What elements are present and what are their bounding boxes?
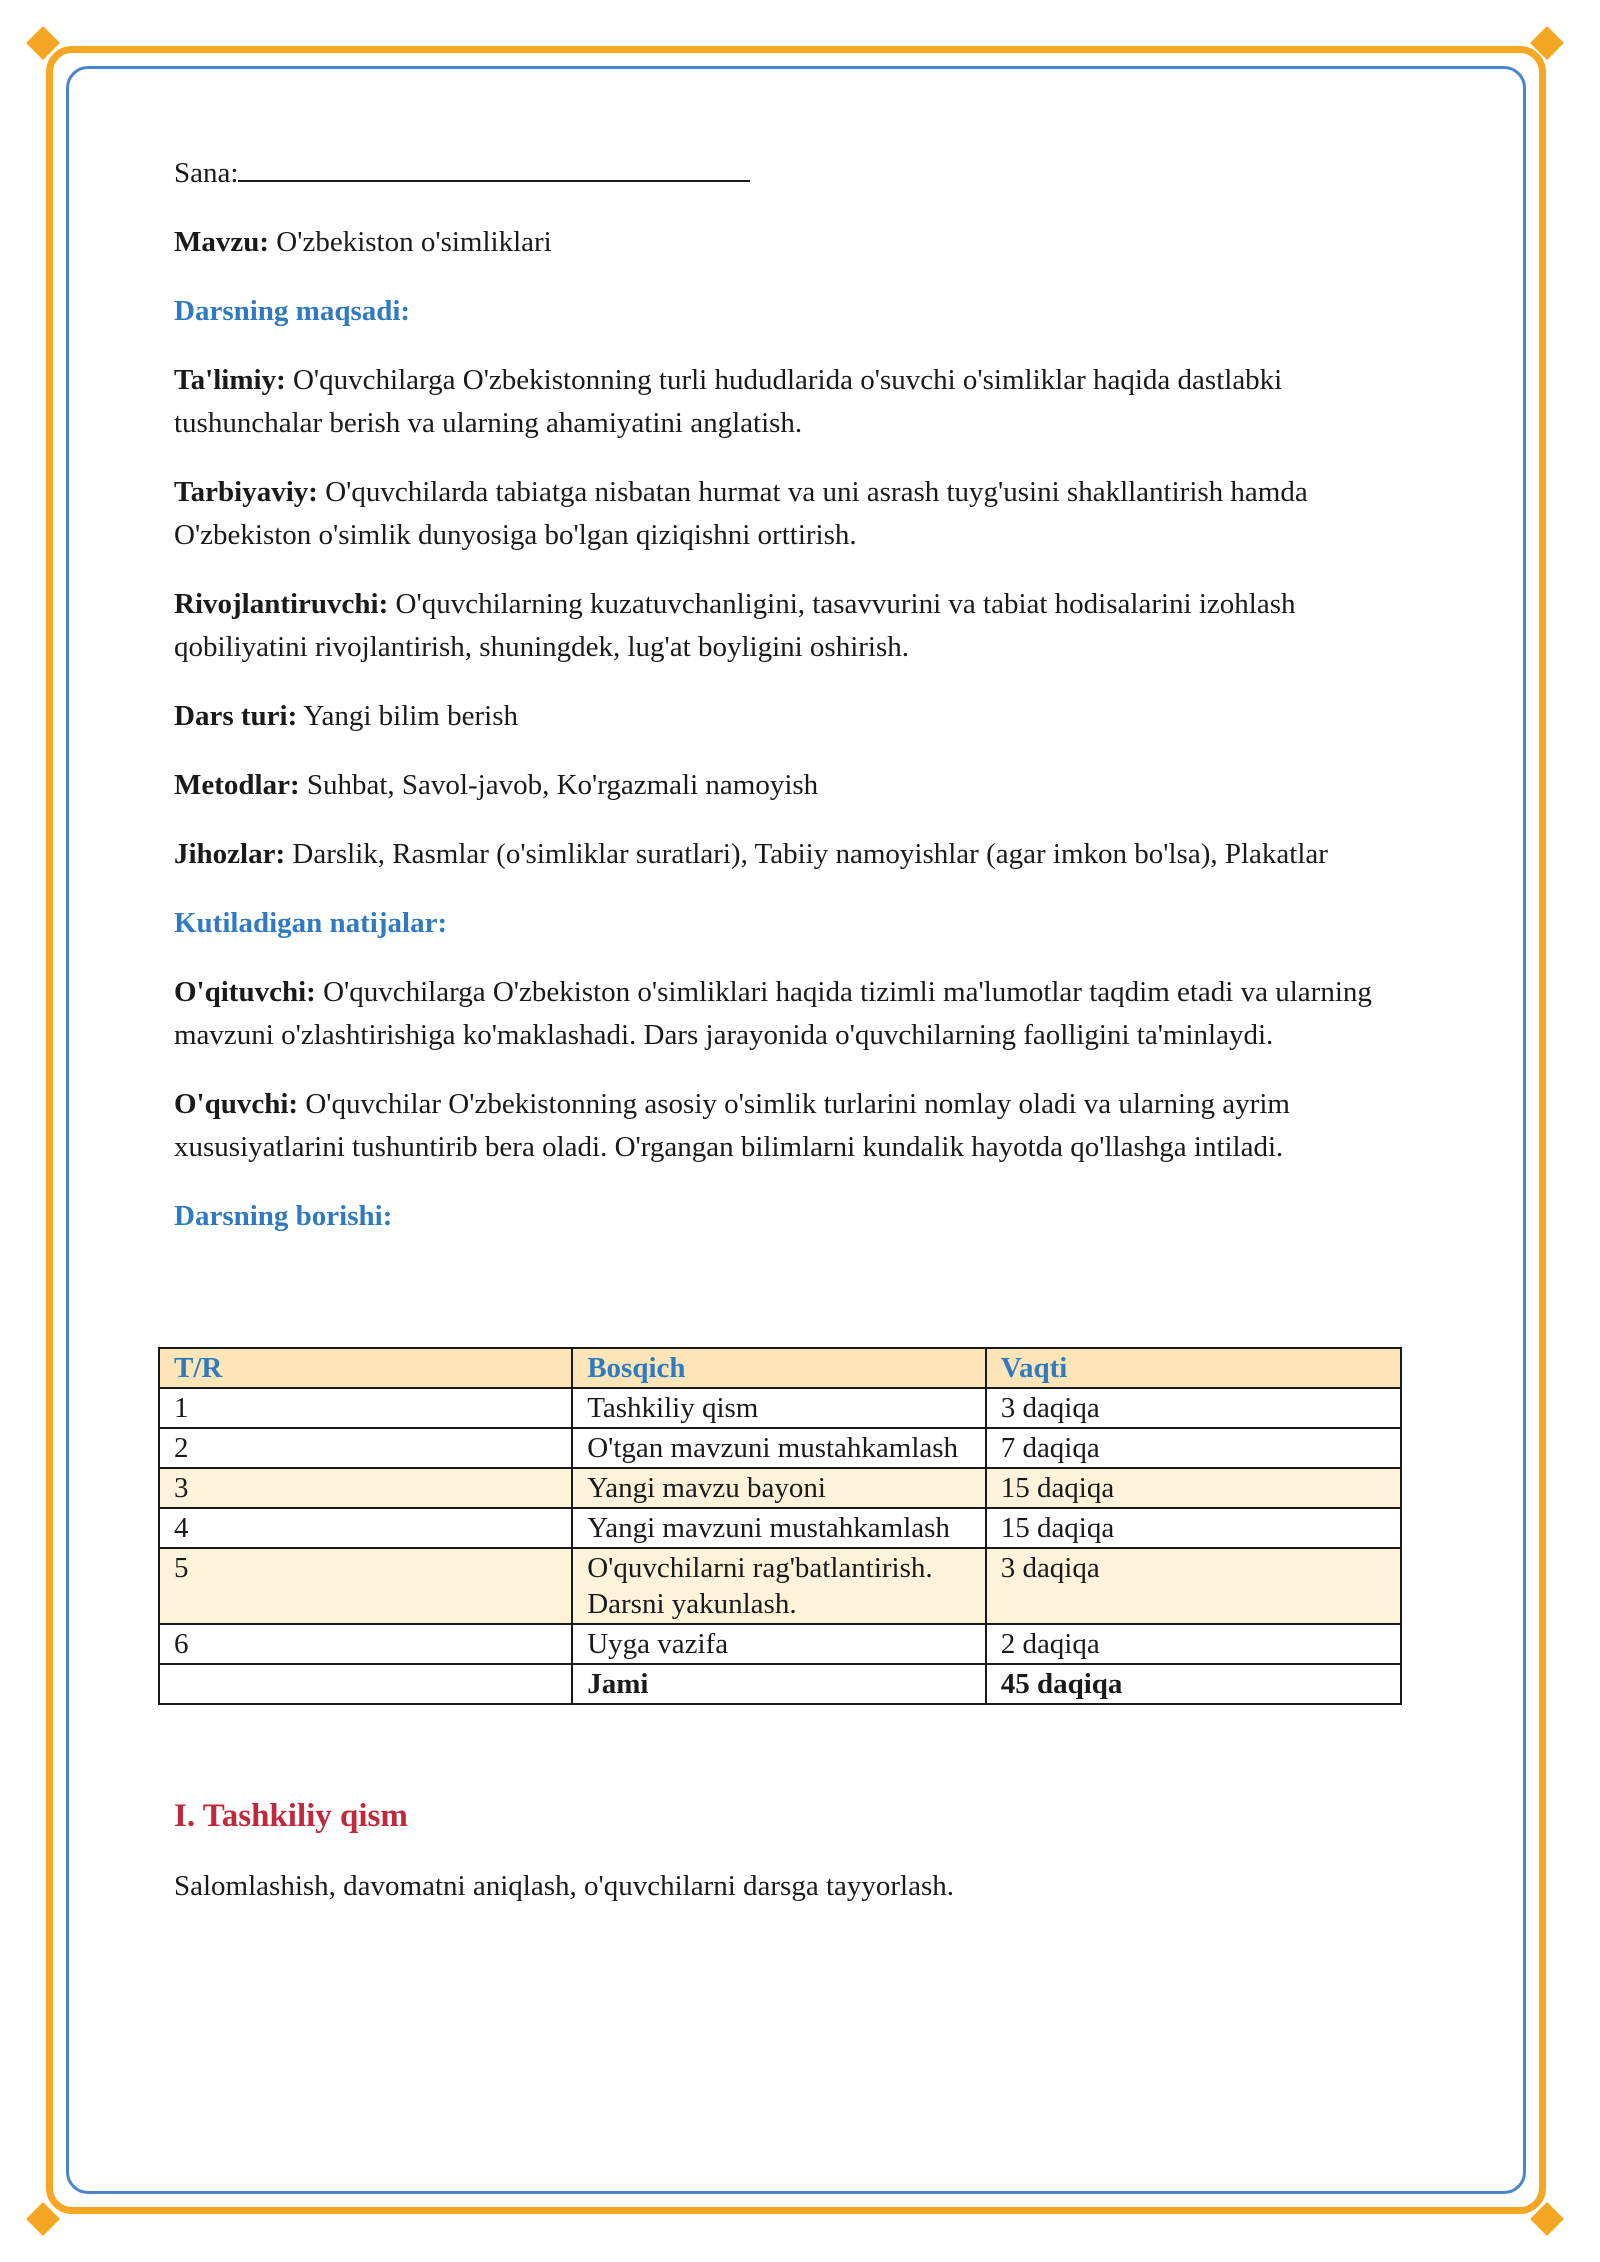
result-student xyxy=(174,1083,1424,1169)
date-blank-field xyxy=(238,150,750,182)
table-row xyxy=(159,1468,1401,1508)
table-cell xyxy=(159,1664,572,1704)
table-row xyxy=(159,1508,1401,1548)
process-heading: Darsning borishi: xyxy=(174,1200,393,1232)
table-row xyxy=(159,1388,1401,1428)
methods-line xyxy=(174,764,1424,807)
table-cell: 5 xyxy=(159,1548,572,1624)
table-cell: 3 daqiqa xyxy=(986,1548,1401,1624)
lesson-type-label: Dars turi: xyxy=(174,700,298,732)
goal-label: Rivojlantiruvchi: xyxy=(174,588,389,620)
table-cell: O'tgan mavzuni mustahkamlash xyxy=(572,1428,986,1468)
column-header: Vaqti xyxy=(986,1348,1401,1388)
date-label: Sana: xyxy=(174,157,239,189)
result-teacher xyxy=(174,971,1424,1057)
result-text: O'quvchilar O'zbekistonning asosiy o'simlik turlarini nomlay oladi va ularning ayrim xususiyatlarini tushuntirib bera oladi. O'rgangan bilimlarni kundalik hayotda qo'llashga intiladi. xyxy=(174,1088,1290,1163)
table-cell: 4 xyxy=(159,1508,572,1548)
section-text: Salomlashish, davomatni aniqlash, o'quvchilarni darsga tayyorlash. xyxy=(174,1870,955,1902)
lesson-type-text: Yangi bilim berish xyxy=(303,700,518,732)
topic-text: O'zbekiston o'simliklari xyxy=(276,226,552,258)
table-cell: 2 xyxy=(159,1428,572,1468)
table-row xyxy=(159,1548,1401,1624)
lesson-steps-table xyxy=(158,1347,1402,1705)
result-label: O'quvchi: xyxy=(174,1088,299,1120)
methods-text: Suhbat, Savol-javob, Ko'rgazmali namoyish xyxy=(306,769,819,801)
table-cell: 2 daqiqa xyxy=(986,1624,1401,1664)
table-cell: Yangi mavzuni mustahkamlash xyxy=(572,1508,986,1548)
table-cell: 15 daqiqa xyxy=(986,1468,1401,1508)
results-heading: Kutiladigan natijalar: xyxy=(174,907,448,939)
table-total-row xyxy=(159,1664,1401,1704)
table-cell: Uyga vazifa xyxy=(572,1624,986,1664)
goals-heading: Darsning maqsadi: xyxy=(174,295,411,327)
table-cell: Tashkiliy qism xyxy=(572,1388,986,1428)
column-header: T/R xyxy=(159,1348,572,1388)
lesson-plan-body xyxy=(174,150,1424,1264)
equipment-line xyxy=(174,833,1424,876)
table-cell: 1 xyxy=(159,1388,572,1428)
table-row xyxy=(159,1428,1401,1468)
table-cell: 3 daqiqa xyxy=(986,1388,1401,1428)
goal-developmental xyxy=(174,583,1424,669)
table-cell: 6 xyxy=(159,1624,572,1664)
table-cell: 3 xyxy=(159,1468,572,1508)
table-header-row xyxy=(159,1348,1401,1388)
goal-text: O'quvchilarda tabiatga nisbatan hurmat va uni asrash tuyg'usini shakllantirish hamda O'zbekiston o'simlik dunyosiga bo'lgan qiziqishni orttirish. xyxy=(174,476,1308,551)
table-row xyxy=(159,1624,1401,1664)
goal-educational xyxy=(174,359,1424,445)
lesson-type-line xyxy=(174,695,1424,738)
table-cell: Yangi mavzu bayoni xyxy=(572,1468,986,1508)
table-total-value: 45 daqiqa xyxy=(986,1664,1401,1704)
goal-text: O'quvchilarga O'zbekistonning turli hududlarida o'suvchi o'simliklar haqida dastlabki tushunchalar berish va ularning ahamiyatini anglatish. xyxy=(174,364,1283,439)
topic-line xyxy=(174,221,1424,264)
equipment-label: Jihozlar: xyxy=(174,838,286,870)
equipment-text: Darslik, Rasmlar (o'simliklar suratlari), Tabiiy namoyishlar (agar imkon bo'lsa), Plakatlar xyxy=(292,838,1328,870)
section-title: I. Tashkiliy qism xyxy=(174,1798,408,1834)
goal-label: Ta'limiy: xyxy=(174,364,286,396)
result-label: O'qituvchi: xyxy=(174,976,316,1008)
column-header: Bosqich xyxy=(572,1348,986,1388)
table-cell: O'quvchilarni rag'batlantirish. Darsni yakunlash. xyxy=(572,1548,986,1624)
table-total-label: Jami xyxy=(572,1664,986,1704)
methods-label: Metodlar: xyxy=(174,769,300,801)
topic-label: Mavzu: xyxy=(174,226,270,258)
goal-label: Tarbiyaviy: xyxy=(174,476,318,508)
date-line xyxy=(174,150,1424,195)
goal-upbringing xyxy=(174,471,1424,557)
table-cell: 15 daqiqa xyxy=(986,1508,1401,1548)
result-text: O'quvchilarga O'zbekiston o'simliklari haqida tizimli ma'lumotlar taqdim etadi va ularning mavzuni o'zlashtirishiga ko'maklashadi. Dars jarayonida o'quvchilarning faolligini ta'minlaydi. xyxy=(174,976,1372,1051)
goal-text: O'quvchilarning kuzatuvchanligini, tasavvurini va tabiat hodisalarini izohlash qobiliyatini rivojlantirish, shuningdek, lug'at boyligini oshirish. xyxy=(174,588,1296,663)
table-cell: 7 daqiqa xyxy=(986,1428,1401,1468)
